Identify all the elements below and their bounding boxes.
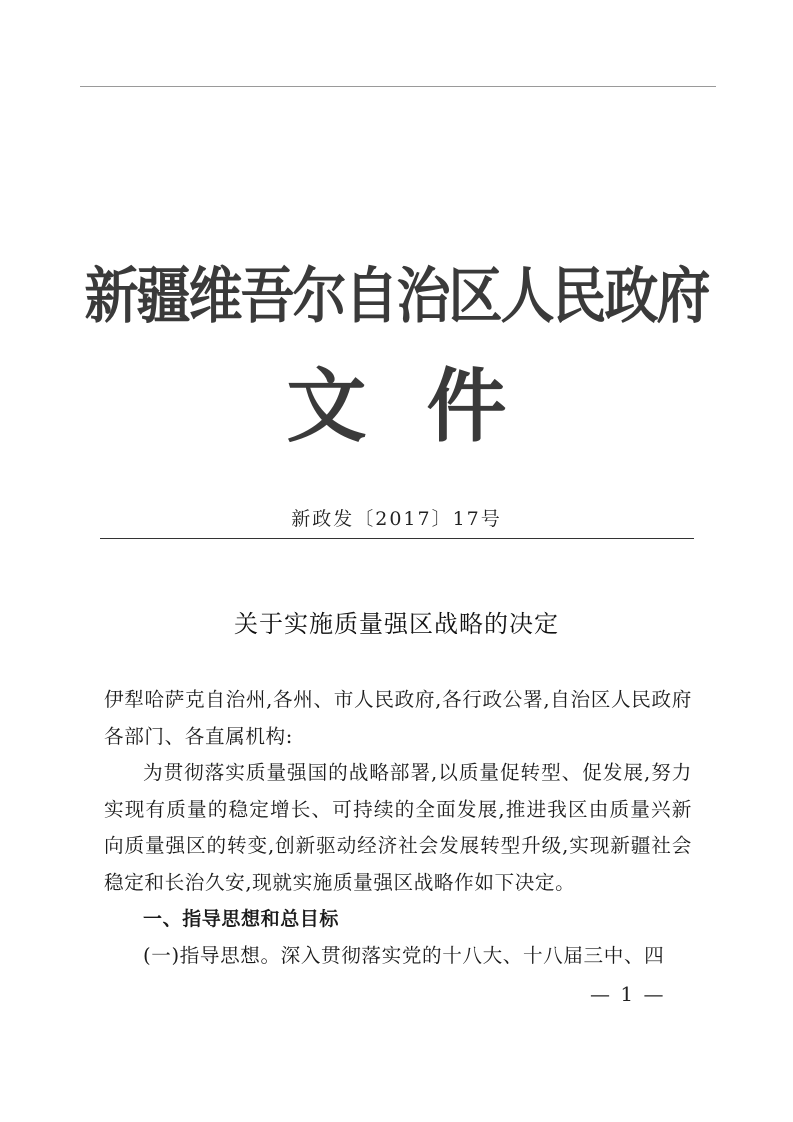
document-body: [104, 682, 692, 974]
body-paragraph: 为贯彻落实质量强国的战略部署,以质量促转型、促发展,努力实现有质量的稳定增长、可持续的全面发展,推进我区由质量兴新向质量强区的转变,创新驱动经济社会发展转型升级,实现新疆社会稳定和长治久安,现就实施质量强区战略作如下决定。: [104, 761, 692, 894]
issuing-authority: 新疆维吾尔自治区人民政府: [84, 260, 709, 331]
page-number: — 1 —: [590, 982, 666, 1006]
subsection-paragraph: [104, 938, 692, 975]
subsection-label: (一)指导思想。: [143, 943, 281, 967]
top-divider: [80, 86, 716, 87]
subsection-text: 深入贯彻落实党的十八大、十八届三中、四: [280, 943, 665, 967]
section-heading-row: [104, 901, 692, 938]
document-number: 新政发〔2017〕17号: [291, 508, 502, 530]
document-type-heading: 文件: [286, 360, 567, 453]
section-heading: 一、指导思想和总目标: [143, 908, 340, 930]
addressee: 伊犁哈萨克自治州,各州、市人民政府,各行政公署,自治区人民政府各部门、各直属机构:: [104, 688, 692, 748]
header-divider: [100, 538, 694, 539]
document-title: 关于实施质量强区战略的决定: [234, 610, 559, 638]
